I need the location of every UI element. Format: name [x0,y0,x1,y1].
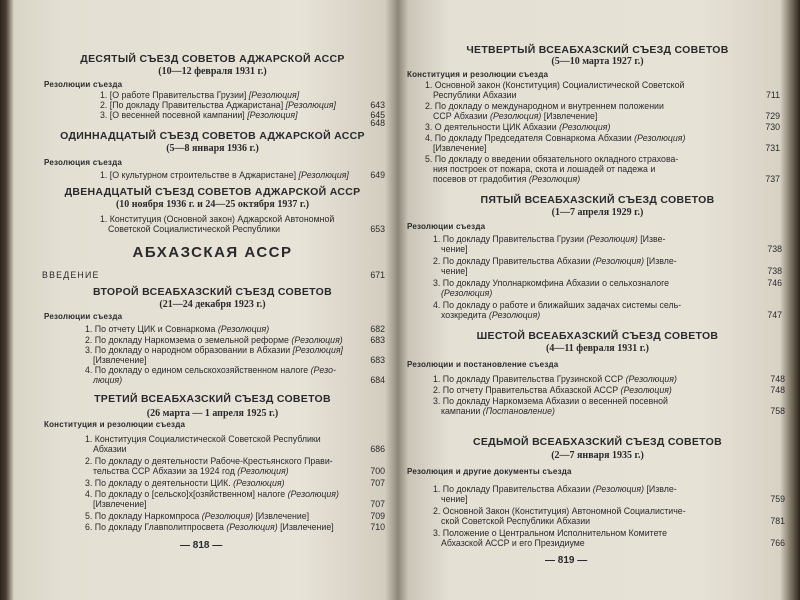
toc-entry-cont: Республики Абхазии 711 [433,90,780,100]
section-date: (4—11 февраля 1931 г.) [546,343,649,354]
toc-entry-cont: ния построек от пожара, скота и лошадей от падежа и [433,164,656,174]
section-title: ДЕСЯТЫЙ СЪЕЗД СОВЕТОВ АДЖАРСКОЙ АССР [80,53,345,65]
toc-entry: 3. По докладу о народном образовании в Абхазии [Резолюция] [85,345,343,355]
section-date: (5—10 марта 1927 г.) [551,56,644,67]
toc-entry-cont: (Резолюция) [441,288,493,298]
toc-entry-cont: Абхазской АССР и его Президиуме 766 [441,538,785,548]
toc-entry-cont: [Извлечение] 683 [93,355,385,365]
toc-entry: 3. По докладу о деятельности ЦИК. (Резолюция) 707 [85,478,385,488]
toc-entry: 3. По докладу Наркомзема Абхазии о весенней посевной [433,396,668,406]
toc-entry: 4. По докладу о [сельско]х[озяйственном] налоге (Резолюция) [85,489,339,499]
toc-entry-cont: чение] 738 [441,266,782,276]
toc-intro: ВВЕДЕНИЕ 671 [42,270,385,280]
section-date: (5—8 января 1936 г.) [166,143,259,154]
toc-entry-cont: [Извлечение] 707 [93,499,385,509]
section-date: (1—7 апреля 1929 г.) [551,207,644,218]
toc-entry-cont: Советской Социалистической Республики 653 [108,224,385,234]
section-title: ШЕСТОЙ ВСЕАБХАЗСКИЙ СЪЕЗД СОВЕТОВ [476,330,719,342]
page-number: — 819 — [545,555,588,566]
section-label: Резолюция и другие документы съезда [407,467,572,476]
section-date: (2—7 января 1935 г.) [551,450,644,461]
section-title: ПЯТЫЙ ВСЕАБХАЗСКИЙ СЪЕЗД СОВЕТОВ [480,194,715,206]
toc-entry: 3. О деятельности ЦИК Абхазии (Резолюция) 730 [425,122,780,132]
toc-entry-cont: [Извлечение] 731 [433,143,780,153]
toc-entry-cont: ССР Абхазии (Резолюция) [Извлечение] 729 [433,111,780,121]
toc-entry: 1. Конституция Социалистической Советской Республики [85,434,321,444]
toc-entry: 1. По докладу Правительства Абхазии (Резолюция) [Извле- [433,484,677,494]
left-page: ДЕСЯТЫЙ СЪЕЗД СОВЕТОВ АДЖАРСКОЙ АССР (10—12 февраля 1931 г.) Резолюции съезда 1. [О работе Правительства Грузии] [Резолюция] 2. [По докладу Правительства Аджаристана] [Резолюция] 643 3. [О весенней посевной кампании] [Резолюция] 645 648 ОДИННАДЦАТЫЙ СЪЕЗД СОВЕТОВ АДЖАРСКОЙ АССР (5—8 января 1936 г.) Резолюция съезда 1. [О культурном строительстве в Аджаристане] [Резолюция] 649 ДВЕНАДЦАТЫЙ СЪЕЗД СОВЕТОВ АДЖАРСКОЙ АССР (10 ноября 1936 г. и 24—25 октября 1937 г.) 1. Конституция (Основной закон) Аджарской Автономной Советской Социалистической Республики 653 АБХАЗСКАЯ АССР ВВЕДЕНИЕ 671 ВТОРОЙ ВСЕАБХАЗСКИЙ СЪЕЗД СОВЕТОВ (21—24 декабря 1923 г.) Резолюции съезда 1. По отчету ЦИК и Совнаркома (Резолюция) 682 2. По докладу Наркомзема о земельной реформе (Резолюция) 683 3. По докладу о народном образовании в Абхазии [Резолюция] [Извлечение] 683 4. По докладу о едином сельскохозяйственном налоге (Резо- люция) 684 ТРЕТИЙ ВСЕАБХАЗСКИЙ СЪЕЗД СОВЕТОВ (26 марта — 1 апреля 1925 г.) Конституция и резолюции съезда 1. Конституция Социалистической Советской Республики Абхазии 686 2. По докладу о деятельности Рабоче-Крестьянского Прави- тельства ССР Абхазии за 1924 год (Резолюция) 700 3. По докладу о деятельности ЦИК. (Резолюция) 707 4. По докладу о [сельско]х[озяйственном] налоге (Резолюция) [Извлечение] 707 5. По докладу Наркомпроса (Резолюция) [Извлечение] 709 6. По докладу Главполитпросвета (Резолюция) [Извлечение] 710 — 818 — [42,53,385,551]
part-title: АБХАЗСКАЯ АССР [132,244,293,261]
toc-entry: 2. Основной Закон (Конституция) Автономной Социалистиче- [433,506,686,516]
section-label: Резолюции и постановление съезда [407,360,559,369]
toc-entry: 3. Положение о Центральном Исполнительном Комитете [433,528,667,538]
toc-entry-cont: тельства ССР Абхазии за 1924 год (Резолюция) 700 [93,466,385,476]
section-title: ВТОРОЙ ВСЕАБХАЗСКИЙ СЪЕЗД СОВЕТОВ [93,286,332,298]
toc-entry: 1. По отчету ЦИК и Совнаркома (Резолюция) 682 [85,324,385,334]
page-number: — 818 — [180,540,223,551]
toc-entry: 2. По докладу Наркомзема о земельной реформе (Резолюция) 683 [85,335,385,345]
toc-entry-cont: посевов от градобития (Резолюция) 737 [433,174,780,184]
toc-entry-cont: Абхазии 686 [93,444,385,454]
toc-entry: 1. Конституция (Основной закон) Аджарской Автономной [100,214,335,224]
toc-entry-cont: ской Советской Республики Абхазии 781 [441,516,785,526]
section-label: Резолюции съезда [44,312,123,321]
section-title: ТРЕТИЙ ВСЕАБХАЗСКИЙ СЪЕЗД СОВЕТОВ [94,393,331,405]
toc-entry-cont: хозкредита (Резолюция) 747 [441,310,782,320]
toc-entry: 1. По докладу Правительства Грузинской ССР (Резолюция) 748 [433,374,785,384]
toc-entry: 1. [О работе Правительства Грузии] [Резолюция] [100,90,300,100]
toc-entry: 1. Основной закон (Конституция) Социалистической Советской [425,80,685,90]
section-title: СЕДЬМОЙ ВСЕАБХАЗСКИЙ СЪЕЗД СОВЕТОВ [472,436,722,448]
toc-entry: 1. [О культурном строительстве в Аджаристане] [Резолюция] 649 [100,170,385,180]
section-title: ЧЕТВЕРТЫЙ ВСЕАБХАЗСКИЙ СЪЕЗД СОВЕТОВ [466,44,729,56]
section-date: (10—12 февраля 1931 г.) [158,66,267,77]
section-label: Конституция и резолюции съезда [44,420,186,429]
section-label: Резолюция съезда [44,158,123,167]
toc-entry: 2. [По докладу Правительства Аджаристана] [Резолюция] 643 [100,100,385,110]
toc-entry: 3. По докладу Уполнаркомфина Абхазии о сельхозналоге 746 [433,278,782,288]
toc-entry: 2. По докладу о международном и внутреннем положении [425,101,664,111]
toc-entry: 3. [О весенней посевной кампании] [Резолюция] 645 [100,110,385,120]
toc-entry: 4. По докладу Председателя Совнаркома Абхазии (Резолюция) [425,133,686,143]
toc-entry: 4. По докладу о едином сельскохозяйственном налоге (Резо- [85,365,336,375]
toc-entry: 1. По докладу Правительства Грузии (Резолюция) [Изве- [433,234,666,244]
toc-entry-cont: люция) 684 [93,375,385,385]
toc-entry: 5. По докладу о введении обязательного окладного страхова- [425,154,679,164]
toc-entry: 2. По докладу о деятельности Рабоче-Крестьянского Прави- [85,456,333,466]
section-label: Резолюции съезда [44,80,123,89]
toc-entry-cont: чение] 759 [441,494,785,504]
section-date: (21—24 декабря 1923 г.) [159,299,266,310]
right-page [405,0,790,600]
toc-entry-cont: чение] 738 [441,244,782,254]
toc-entry-cont: кампании (Постановление) 758 [441,406,785,416]
section-label: Резолюции съезда [407,222,486,231]
toc-entry: 2. По докладу Правительства Абхазии (Резолюция) [Извле- [433,256,677,266]
toc-entry: 5. По докладу Наркомпроса (Резолюция) [Извлечение] 709 [85,511,385,521]
section-date: (10 ноября 1936 г. и 24—25 октября 1937 г.) [115,199,310,210]
section-label: Конституция и резолюции съезда [407,70,549,79]
section-title: ОДИННАДЦАТЫЙ СЪЕЗД СОВЕТОВ АДЖАРСКОЙ АССР [60,130,365,142]
toc-entry: 6. По докладу Главполитпросвета (Резолюция) [Извлечение] 710 [85,522,385,532]
toc-entry: 2. По отчету Правительства Абхазской АССР (Резолюция) 748 [433,385,785,395]
toc-entry: 4. По докладу о работе и ближайших задачах системы сель- [433,300,682,310]
section-title: ДВЕНАДЦАТЫЙ СЪЕЗД СОВЕТОВ АДЖАРСКОЙ АССР [64,186,361,198]
section-date: (26 марта — 1 апреля 1925 г.) [146,408,279,419]
